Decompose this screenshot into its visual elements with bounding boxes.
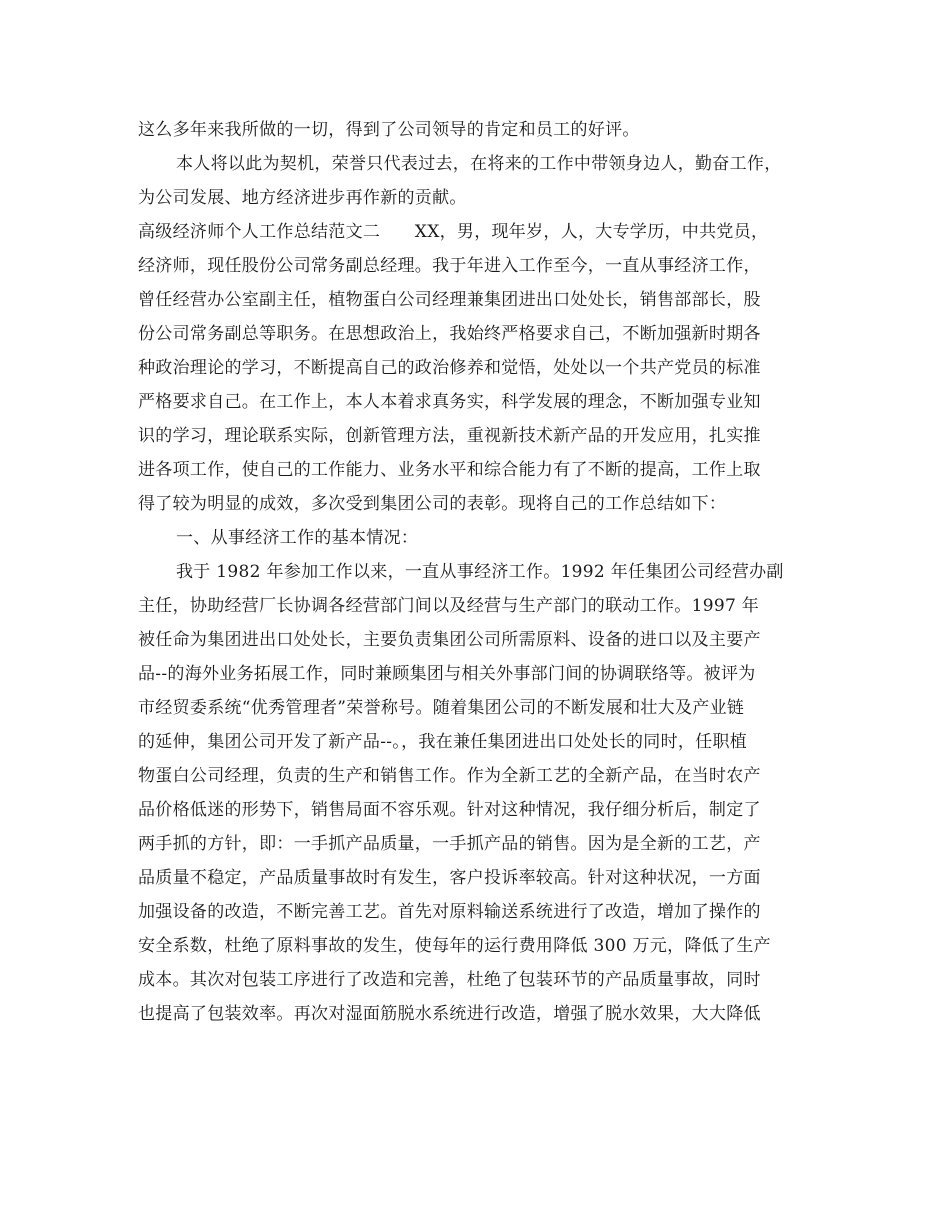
text-line: 加强设备的改造，不断完善工艺。首先对原料输送系统进行了改造，增加了操作的 bbox=[138, 902, 761, 922]
text-line: 种政治理论的学习，不断提高自己的政治修养和觉悟，处处以一个共产党员的标准 bbox=[138, 358, 761, 378]
text-line: 品--的海外业务拓展工作，同时兼顾集团与相关外事部门间的协调联络等。被评为 bbox=[138, 664, 756, 684]
text-line: 曾任经营办公室副主任，植物蛋白公司经理兼集团进出口处处长，销售部部长，股 bbox=[138, 290, 761, 310]
text-line: 主任，协助经营厂长协调各经营部门间以及经营与生产部门的联动工作。1997 年 bbox=[138, 596, 760, 616]
text-line: 也提高了包装效率。再次对湿面筋脱水系统进行改造，增强了脱水效果，大大降低 bbox=[138, 1004, 761, 1024]
text-line: 高级经济师个人工作总结范文二 XX，男，现年岁，人，大专学历，中共党员， bbox=[138, 222, 769, 242]
text-line: 安全系数，杜绝了原料事故的发生，使每年的运行费用降低 300 万元，降低了生产 bbox=[138, 936, 771, 956]
text-line: 市经贸委系统“优秀管理者”荣誉称号。随着集团公司的不断发展和壮大及产业链 bbox=[138, 698, 745, 718]
text-line: 物蛋白公司经理，负责的生产和销售工作。作为全新工艺的全新产品，在当时农产 bbox=[138, 766, 761, 786]
text-line: 严格要求自己。在工作上，本人本着求真务实，科学发展的理念，不断加强专业知 bbox=[138, 392, 761, 412]
text-line: 经济师，现任股份公司常务副总经理。我于年进入工作至今，一直从事经济工作， bbox=[138, 256, 761, 276]
section-heading: 一、从事经济工作的基本情况： bbox=[176, 528, 419, 548]
text-line: 这么多年来我所做的一切，得到了公司领导的肯定和员工的好评。 bbox=[138, 120, 640, 140]
text-line: 本人将以此为契机，荣誉只代表过去，在将来的工作中带领身边人，勤奋工作， bbox=[176, 154, 782, 174]
text-line: 为公司发展、地方经济进步再作新的贡献。 bbox=[138, 188, 467, 208]
text-line: 品价格低迷的形势下，销售局面不容乐观。针对这种情况，我仔细分析后，制定了 bbox=[138, 800, 761, 820]
text-line: 份公司常务副总等职务。在思想政治上，我始终严格要求自己，不断加强新时期各 bbox=[138, 324, 761, 344]
text-line: 被任命为集团进出口处处长，主要负责集团公司所需原料、设备的进口以及主要产 bbox=[138, 630, 761, 650]
text-line: 识的学习，理论联系实际，创新管理方法，重视新技术新产品的开发应用，扎实推 bbox=[138, 426, 761, 446]
text-line: 进各项工作，使自己的工作能力、业务水平和综合能力有了不断的提高，工作上取 bbox=[138, 460, 761, 480]
text-line: 得了较为明显的成效，多次受到集团公司的表彰。现将自己的工作总结如下： bbox=[138, 494, 727, 514]
text-line: 成本。其次对包装工序进行了改造和完善，杜绝了包装环节的产品质量事故，同时 bbox=[138, 970, 761, 990]
text-line: 的延伸，集团公司开发了新产品--。，我在兼任集团进出口处处长的同时，任职植 bbox=[138, 732, 748, 752]
text-line: 两手抓的方针，即：一手抓产品质量，一手抓产品的销售。因为是全新的工艺，产 bbox=[138, 834, 761, 854]
text-line: 品质量不稳定，产品质量事故时有发生，客户投诉率较高。针对这种状况，一方面 bbox=[138, 868, 761, 888]
text-line: 我于 1982 年参加工作以来，一直从事经济工作。1992 年任集团公司经营办副 bbox=[176, 562, 784, 582]
